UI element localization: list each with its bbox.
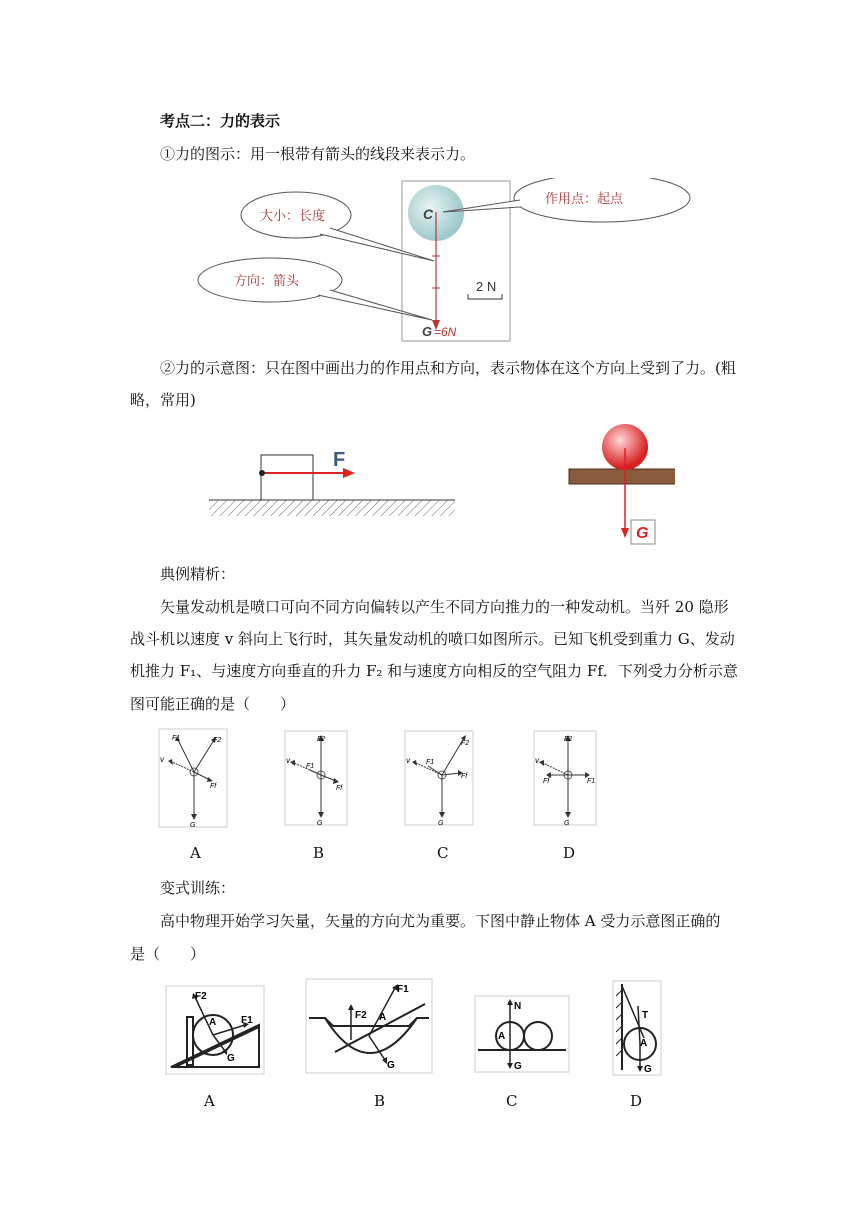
svg-text:v: v: [406, 756, 410, 765]
bubble-direction-text: 方向：箭头: [234, 273, 300, 288]
svg-text:F2: F2: [461, 740, 470, 747]
svg-text:G: G: [317, 820, 323, 826]
svg-text:G: G: [514, 1061, 522, 1072]
practice-option-d: D: [630, 1092, 643, 1110]
svg-text:F1: F1: [241, 1015, 253, 1026]
svg-text:Ff: Ff: [461, 773, 468, 780]
svg-text:v: v: [160, 755, 164, 764]
scale-label: 2 N: [476, 279, 497, 294]
svg-text:G: G: [438, 820, 444, 826]
svg-text:F2: F2: [213, 737, 222, 744]
svg-text:F2: F2: [564, 736, 573, 743]
svg-text:G: G: [190, 822, 196, 828]
ground: [209, 500, 455, 516]
practice-figure-b: [305, 978, 433, 1074]
example-figure-d: [533, 730, 597, 826]
force-diagram-figure: [190, 178, 700, 343]
svg-text:A: A: [209, 1017, 217, 1028]
example-figure-c: [404, 730, 474, 826]
example-figure-a: [158, 728, 228, 828]
paragraph-force-diagram: ①力的图示：用一根带有箭头的线段来表示力。: [160, 145, 476, 163]
svg-text:F2: F2: [195, 991, 207, 1002]
practice-figure-a: [165, 985, 265, 1075]
example-option-b: B: [313, 844, 325, 862]
example-line1: 矢量发动机是喷口可向不同方向偏转以产生不同方向推力的一种发动机。当歼 20 隐形: [160, 598, 729, 616]
svg-text:F2: F2: [317, 736, 326, 743]
g-label-2: G: [636, 525, 649, 542]
paragraph-schematic-line1: ②力的示意图：只在图中画出力的作用点和方向，表示物体在这个方向上受到了力。(粗: [160, 359, 736, 377]
svg-text:G: G: [227, 1053, 235, 1064]
svg-text:Ff: Ff: [336, 785, 343, 792]
practice-option-b: B: [374, 1092, 386, 1110]
bubble-point-text: 作用点：起点: [545, 191, 624, 206]
practice-heading: 变式训练：: [160, 879, 236, 897]
svg-text:A: A: [498, 1031, 506, 1042]
example-line4: 图可能正确的是（ ）: [130, 695, 296, 713]
svg-text:A: A: [640, 1038, 648, 1049]
svg-text:G: G: [564, 820, 570, 826]
example-option-c: C: [437, 844, 449, 862]
g-label: G: [422, 324, 433, 339]
example-heading: 典例精析：: [160, 565, 236, 583]
g-value: =6N: [434, 325, 457, 339]
example-option-a: A: [190, 844, 201, 862]
svg-text:v: v: [535, 756, 539, 765]
svg-text:G: G: [387, 1060, 395, 1071]
svg-text:v: v: [286, 756, 290, 765]
svg-text:Ff: Ff: [543, 778, 550, 785]
practice-line2: 是（ ）: [130, 945, 206, 963]
svg-text:F2: F2: [355, 1010, 367, 1021]
example-line2: 战斗机以速度 v 斜向上飞行时，其矢量发动机的喷口如图所示。已知飞机受到重力 G、发动: [130, 630, 735, 648]
svg-text:A: A: [379, 1012, 387, 1023]
section-title: 考点二：力的表示: [160, 112, 281, 130]
svg-text:T: T: [642, 1010, 649, 1021]
example-figure-b: [284, 730, 348, 826]
example-line3: 机推力 F₁、与速度方向垂直的升力 F₂ 和与速度方向相反的空气阻力 Ff．下列受力分析示意: [130, 662, 738, 680]
center-label: C: [423, 206, 434, 222]
svg-text:G: G: [644, 1064, 652, 1075]
schematic-figure: [205, 420, 675, 550]
practice-figure-d: [612, 980, 662, 1076]
svg-text:N: N: [514, 1001, 522, 1012]
practice-option-a: A: [204, 1092, 215, 1110]
svg-text:F1: F1: [306, 763, 315, 770]
bubble-size-text: 大小：长度: [260, 208, 326, 223]
practice-line1: 高中物理开始学习矢量，矢量的方向尤为重要。下图中静止物体 A 受力示意图正确的: [160, 912, 721, 930]
svg-text:F1: F1: [172, 735, 181, 742]
practice-option-c: C: [506, 1092, 518, 1110]
svg-text:F1: F1: [426, 759, 435, 766]
svg-text:Ff: Ff: [210, 783, 217, 790]
practice-figure-c: [474, 995, 570, 1073]
scale-bar: [468, 294, 502, 299]
shelf: [569, 469, 675, 484]
example-option-d: D: [563, 844, 576, 862]
block: [261, 455, 313, 500]
paragraph-schematic-line2: 略，常用): [130, 391, 196, 409]
f-label: F: [333, 449, 346, 471]
svg-text:F1: F1: [587, 778, 596, 785]
svg-text:F1: F1: [397, 984, 409, 995]
